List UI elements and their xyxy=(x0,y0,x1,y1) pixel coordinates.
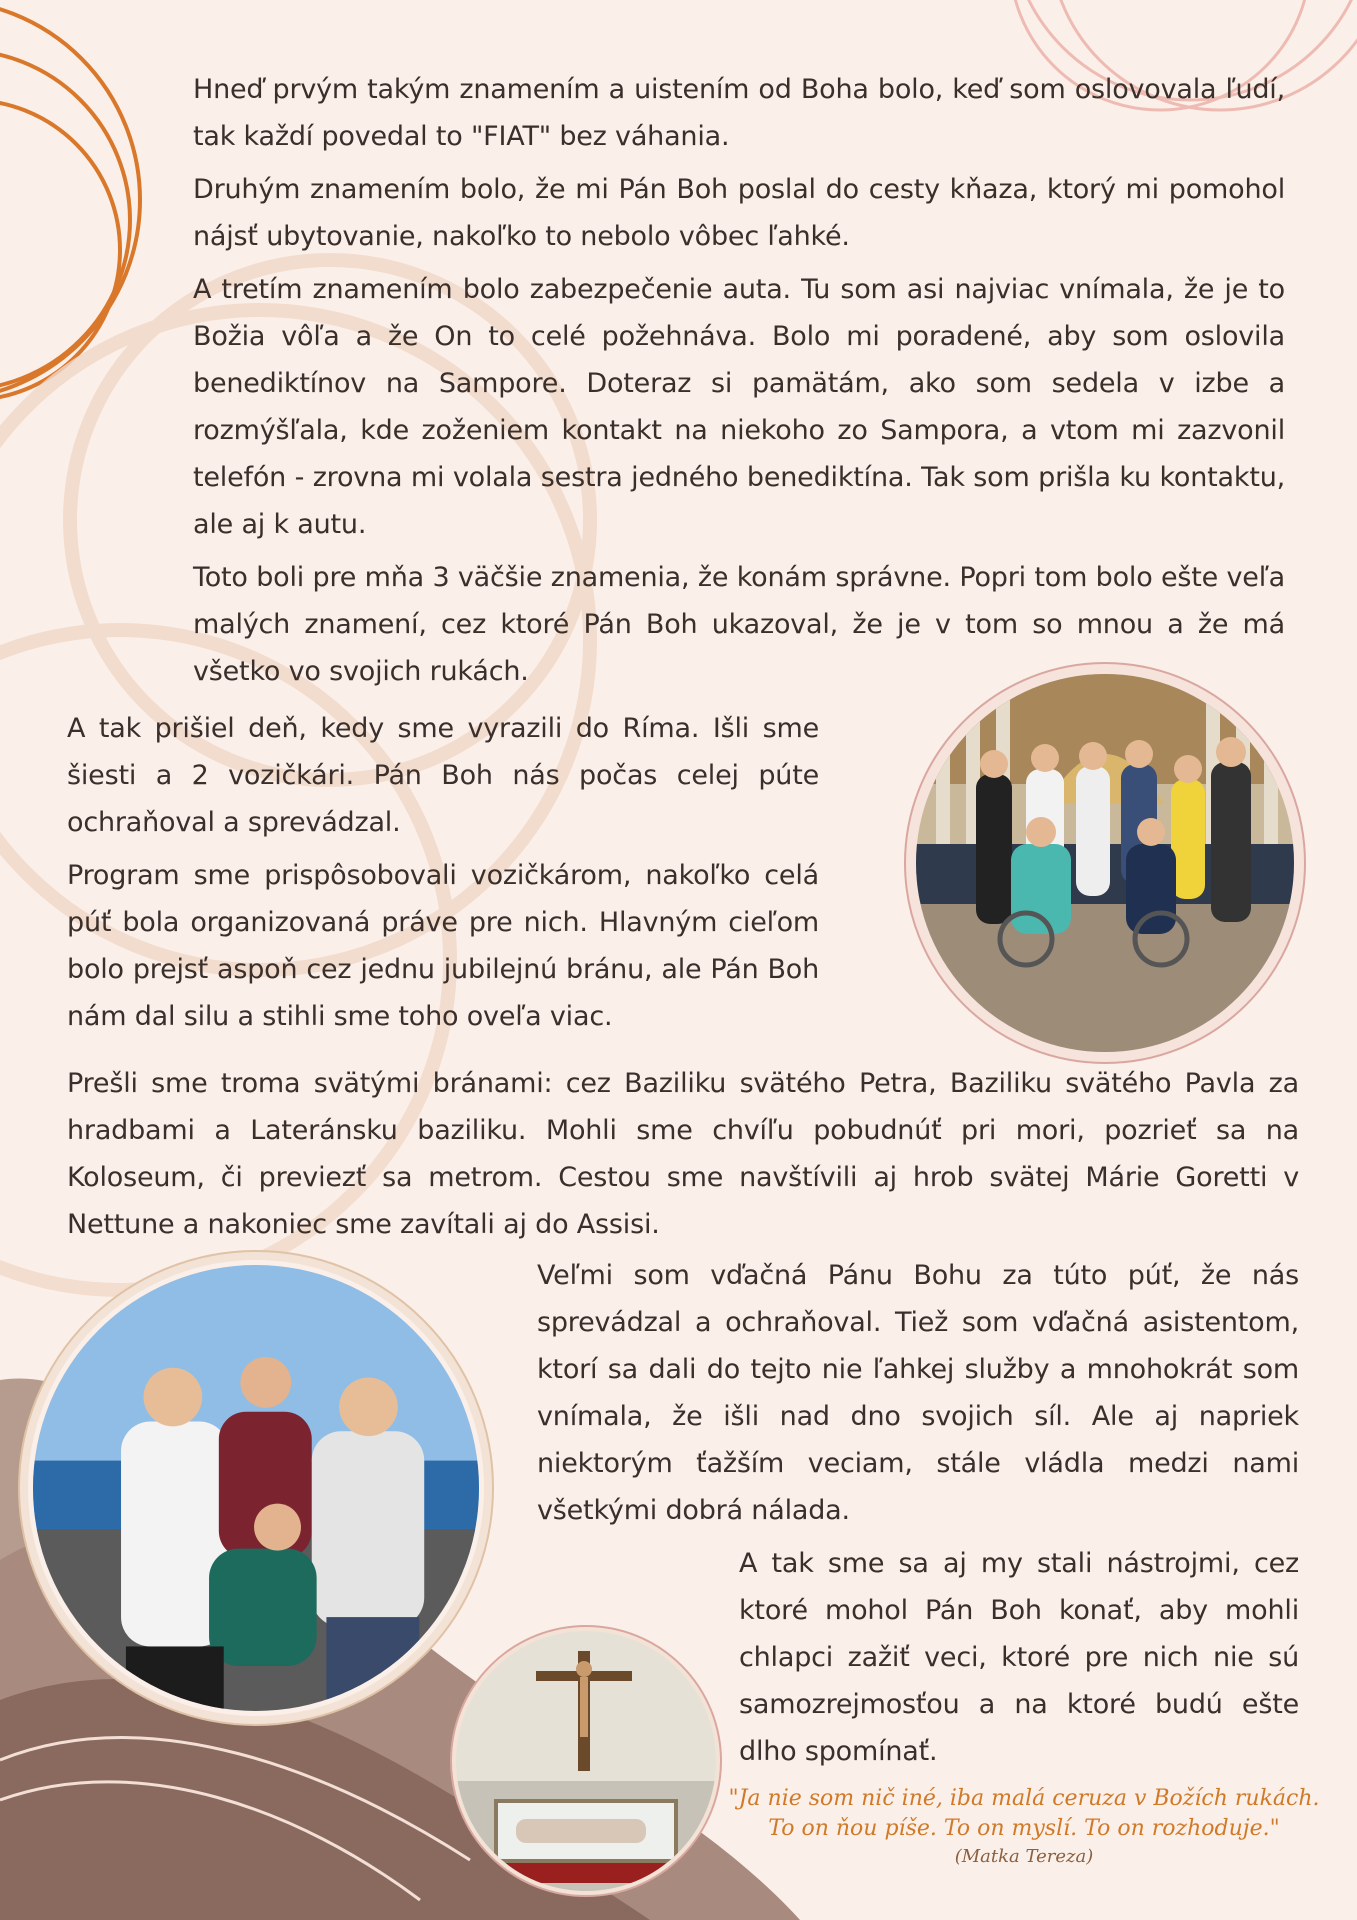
paragraph-departure: A tak prišiel deň, kedy sme vyrazili do Ríma. Išli sme šiesti a 2 vozičkári. Pán Boh nás počas celej púte ochraňoval a sprevádzal. xyxy=(67,713,819,838)
quote-line-2: To on ňou píše. To on myslí. To on rozhoduje." xyxy=(768,1816,1280,1841)
paragraph-third-sign: A tretím znamením bolo zabezpečenie auta. Tu som asi najviac vnímala, že je to Božia vôľa a že On to celé požehnáva. Bolo mi poradené, aby som oslovila benediktínov na Sampore. Doteraz si pamätám, ako som sedela v izbe a rozmýšľala, kde zoženiem kontakt na niekoho zo Sampora, a vtom mi zazvonil telefón - zrovna mi volala sestra jedného benediktína. Tak som prišla ku kontaktu, ale aj k autu. xyxy=(193,274,1285,540)
quote-line-1: "Ja nie som nič iné, iba malá ceruza v Božích rukách. xyxy=(728,1786,1320,1811)
sea-group-photo xyxy=(28,1260,484,1716)
paragraph-holy-gates: Prešli sme troma svätými bránami: cez Baziliku svätého Petra, Baziliku svätého Pavla za hradbami a Lateránsku baziliku. Mohli sme chvíľu pobudnúť pri mori, pozrieť sa na Koloseum, či previezť sa metrom. Cestou sme navštívili aj hrob svätej Márie Goretti v Nettune a nakoniec sme zavítali aj do Assisi. xyxy=(67,1068,1299,1240)
basilica-group-photo xyxy=(916,674,1294,1052)
gates-text-block xyxy=(67,1060,1299,1254)
paragraph-gratitude: Veľmi som vďačná Pánu Bohu za túto púť, že nás sprevádzal a ochraňoval. Tiež som vďačná asistentom, ktorí sa dali do tejto nie ľahkej služby a mnohokrát som vnímala, že išli nad dno svojich síl. Ale aj napriek niektorým ťažším veciam, stále vládla medzi nami všetkými dobrá nálada. xyxy=(537,1260,1299,1526)
paragraph-instruments: A tak sme sa aj my stali nástrojmi, cez ktoré mohol Pán Boh konať, aby mohli chlapci zažiť veci, ktoré pre nich nie sú samozrejmosťou a na ktoré budú ešte dlho spomínať. xyxy=(739,1548,1299,1767)
mother-teresa-quote xyxy=(728,1784,1320,1870)
paragraph-first-sign: Hneď prvým takým znamením a uistením od Boha bolo, keď som oslovovala ľudí, tak každí povedal to "FIAT" bez váhania. xyxy=(193,74,1285,152)
paragraph-second-sign: Druhým znamením bolo, že mi Pán Boh poslal do cesty kňaza, ktorý mi pomohol nájsť ubytovanie, nakoľko to nebolo vôbec ľahké. xyxy=(193,174,1285,252)
intro-text-block xyxy=(193,66,1285,701)
gratitude-text-block xyxy=(537,1252,1299,1540)
closing-text-block xyxy=(739,1540,1299,1781)
journey-text-block xyxy=(67,705,819,1046)
crucifix-tomb-photo xyxy=(456,1631,716,1891)
quote-author: (Matka Tereza) xyxy=(954,1846,1094,1867)
paragraph-signs-summary: Toto boli pre mňa 3 väčšie znamenia, že konám správne. Popri tom bolo ešte veľa malých znamení, cez ktoré Pán Boh ukazoval, že je v tom so mnou a že má všetko vo svojich rukách. xyxy=(193,562,1285,687)
paragraph-program: Program sme prispôsobovali vozičkárom, nakoľko celá púť bola organizovaná práve pre nich. Hlavným cieľom bolo prejsť aspoň cez jednu jubilejnú bránu, ale Pán Boh nám dal silu a stihli sme toho oveľa viac. xyxy=(67,860,819,1032)
